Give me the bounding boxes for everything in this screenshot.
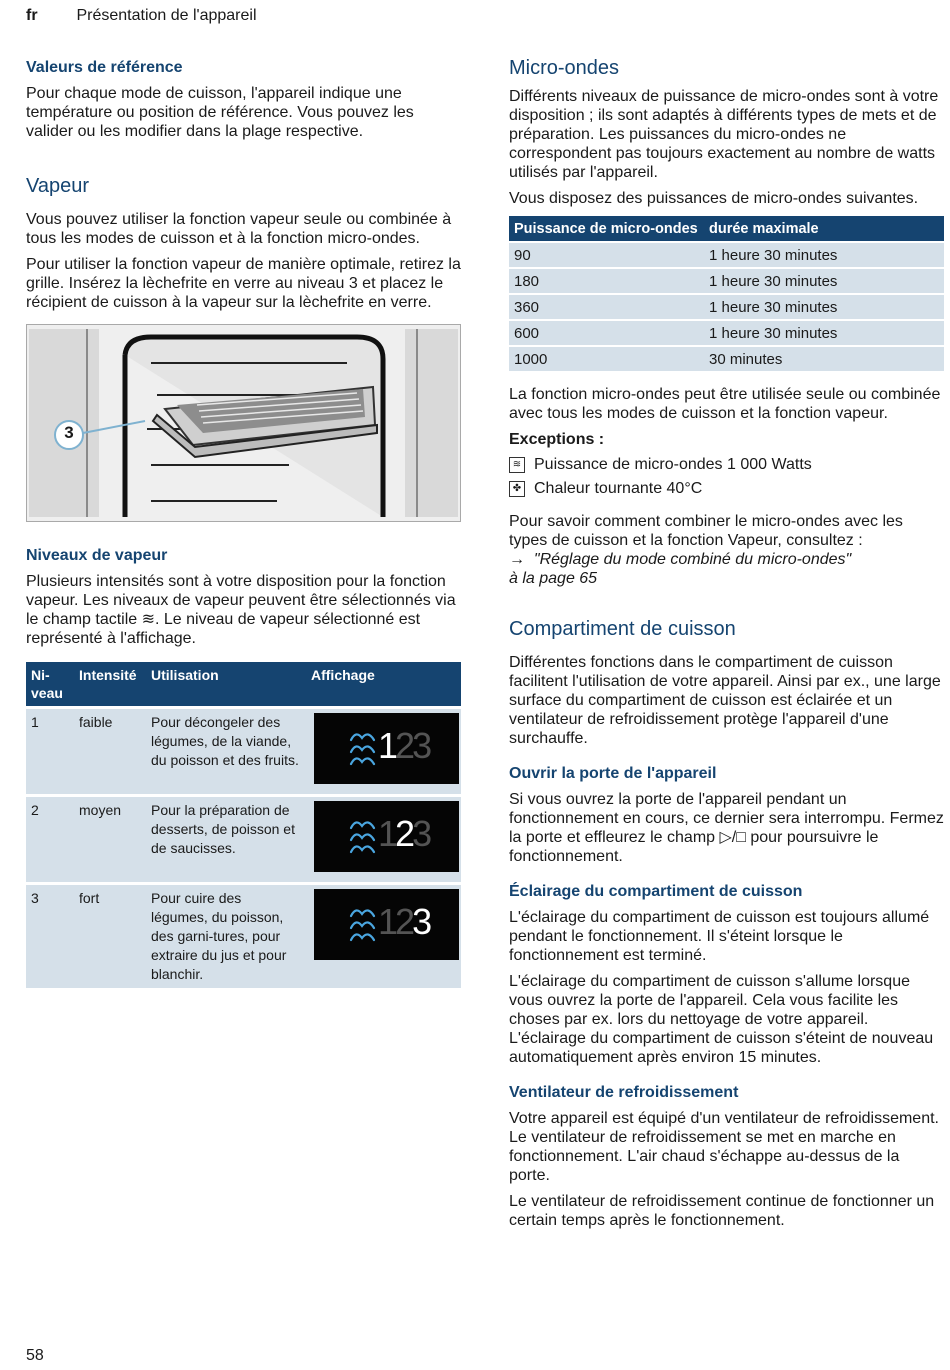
right-column [509,58,944,1237]
level-digits [378,814,429,854]
steam-wave-icon [348,816,378,858]
header-title: Présentation de l'appareil [76,7,257,24]
table-row [509,268,944,294]
display-cell [306,884,461,989]
steam-wave-icon [348,904,378,946]
vapeur-heading: Vapeur [26,175,90,197]
lighting-paragraph-2: L'éclairage du compartiment de cuisson s'allume lorsque vous ouvrez la porte de l'appareil. Cela vous facilite les choses par ex. lors du nettoyage de votre appareil. L'éclairage du compartiment de cuisson s'éteint de nouveau automatiquement après environ 15 minutes. [509,973,934,1066]
language-code: fr [26,7,38,24]
open-door-text: Si vous ouvrez la porte de l'appareil pendant un fonctionnement en cours, ce dernier sera interrompu. Fermez la porte et effleurez le champ ▷/□ pour poursuivre le fonctionnement. [509,791,944,865]
steam-levels-heading: Niveaux de vapeur [26,547,168,564]
table-row [509,346,944,371]
use-cell: Pour cuire des légumes, du poisson, des garni-tures, pour extraire du jus et pour blanchir. [146,884,306,989]
microwave-icon: ≋ [509,457,525,473]
col-header-level: Ni- veau [26,662,74,708]
page-number: 58 [26,1347,44,1364]
power-cell: 180 [509,268,704,294]
level-cell: 2 [26,796,74,884]
reference-values-text: Pour chaque mode de cuisson, l'appareil indique une température ou position de référence. Vous pouvez les valider ou les modifier dans la plage respective. [26,85,414,140]
col-header-display: Affichage [306,662,461,708]
steam-wave-icon [348,728,378,770]
level-digits [378,902,429,942]
exception-1-text: Puissance de micro-ondes 1 000 Watts [534,456,812,473]
duration-cell: 1 heure 30 minutes [704,294,944,320]
intensity-cell: moyen [74,796,146,884]
vapeur-paragraph-2: Pour utiliser la fonction vapeur de manière optimale, retirez la grille. Insérez la lèchefrite en verre au niveau 3 et placez le récipient de cuisson à la vapeur sur la lèchefrite en verre. [26,256,461,311]
table-row [509,320,944,346]
steam-table-header-row [26,662,461,708]
page-header [26,7,257,25]
display-cell [306,796,461,884]
digit-1: 1 [378,725,396,766]
steam-levels-table [26,662,461,988]
reference-values-heading: Valeurs de référence [26,59,183,76]
vapeur-paragraph-1: Vous pouvez utiliser la fonction vapeur seule ou combinée à tous les modes de cuisson et à la fonction micro-ondes. [26,211,452,247]
level-cell: 1 [26,708,74,796]
use-cell: Pour la préparation de desserts, de poisson et de saucisses. [146,796,306,884]
digit-2: 2 [395,725,413,766]
cooling-fan-paragraph-2: Le ventilateur de refroidissement continue de fonctionner un certain temps après le fonctionnement. [509,1193,935,1229]
power-cell: 360 [509,294,704,320]
digit-3: 3 [412,725,430,766]
open-door-heading: Ouvrir la porte de l'appareil [509,765,717,782]
col-header-use: Utilisation [146,662,306,708]
display-screen [314,713,459,784]
display-screen [314,801,459,872]
digit-3: 3 [412,901,430,942]
duration-cell: 1 heure 30 minutes [704,268,944,294]
lighting-paragraph-1: L'éclairage du compartiment de cuisson est toujours allumé pendant le fonctionnement. Il s'éteint lorsque le fonctionnement est terminé. [509,909,930,964]
table-row [509,294,944,320]
cross-reference-page: à la page 65 [509,570,598,587]
oven-illustration [26,324,461,522]
col-header-intensity: Intensité [74,662,146,708]
level-3-label: 3 [64,423,74,442]
duration-cell: 30 minutes [704,346,944,371]
microwave-power-table [509,216,944,371]
digit-2: 2 [395,901,413,942]
table-row [26,708,461,796]
cooling-fan-paragraph-1: Votre appareil est équipé d'un ventilateur de refroidissement. Le ventilateur de refroidissement se met en marche en fonctionnement. L'air chaud s'échappe au-dessus de la porte. [509,1110,939,1184]
exceptions-label: Exceptions : [509,431,605,448]
compartment-text: Différentes fonctions dans le compartiment de cuisson facilitent l'utilisation de votre appareil. Ainsi par ex., une large surface du compartiment de cuisson est éclairée et un ventilateur de refroidissement protège l'appareil d'une surchauffe. [509,654,941,747]
power-cell: 1000 [509,346,704,371]
mw-table-header-row [509,216,944,242]
exception-2-text: Chaleur tournante 40°C [534,480,703,497]
digit-3: 3 [412,813,430,854]
table-row [509,242,944,268]
col-header-power: Puissance de micro-ondes [509,216,704,242]
microwave-paragraph-3: La fonction micro-ondes peut être utilisée seule ou combinée avec tous les modes de cuisson et la fonction vapeur. [509,386,941,422]
left-column [26,58,461,988]
digit-1: 1 [378,901,396,942]
arrow-right-icon: → [509,551,525,568]
level-cell: 3 [26,884,74,989]
digit-2: 2 [395,813,413,854]
level-digits [378,726,429,766]
use-cell: Pour décongeler des légumes, de la viande, du poisson et des fruits. [146,708,306,796]
power-cell: 90 [509,242,704,268]
fan-icon: ✤ [509,481,525,497]
cross-reference[interactable] [509,550,944,569]
oven-drawing [27,325,460,521]
intensity-cell: faible [74,708,146,796]
col-header-max-duration: durée maximale [704,216,944,242]
compartment-heading: Compartiment de cuisson [509,618,736,640]
steam-levels-text: Plusieurs intensités sont à votre disposition pour la fonction vapeur. Les niveaux de vapeur peuvent être sélectionnés via le champ tactile ≋. Le niveau de vapeur sélectionné est représenté à l'affichage. [26,573,456,647]
duration-cell: 1 heure 30 minutes [704,242,944,268]
microwave-heading: Micro-ondes [509,57,620,79]
exception-fan [509,480,944,498]
table-row [26,796,461,884]
microwave-paragraph-1: Différents niveaux de puissance de micro-ondes sont à votre disposition ; ils sont adaptés à différents types de mets et de préparation. Les puissances du micro-ondes ne correspondent pas toujours exactement au nombre de watts utilisés par l'appareil. [509,88,939,181]
combine-text: Pour savoir comment combiner le micro-ondes avec les types de cuisson et la fonction Vapeur, consultez : [509,513,903,549]
cross-reference-title: "Réglage du mode combiné du micro-ondes" [533,551,852,568]
cooling-fan-heading: Ventilateur de refroidissement [509,1084,739,1101]
digit-1: 1 [378,813,396,854]
intensity-cell: fort [74,884,146,989]
exception-microwave [509,456,944,474]
display-screen [314,889,459,960]
power-cell: 600 [509,320,704,346]
lighting-heading: Éclairage du compartiment de cuisson [509,883,803,900]
table-row [26,884,461,989]
duration-cell: 1 heure 30 minutes [704,320,944,346]
display-cell [306,708,461,796]
microwave-paragraph-2: Vous disposez des puissances de micro-ondes suivantes. [509,190,919,207]
